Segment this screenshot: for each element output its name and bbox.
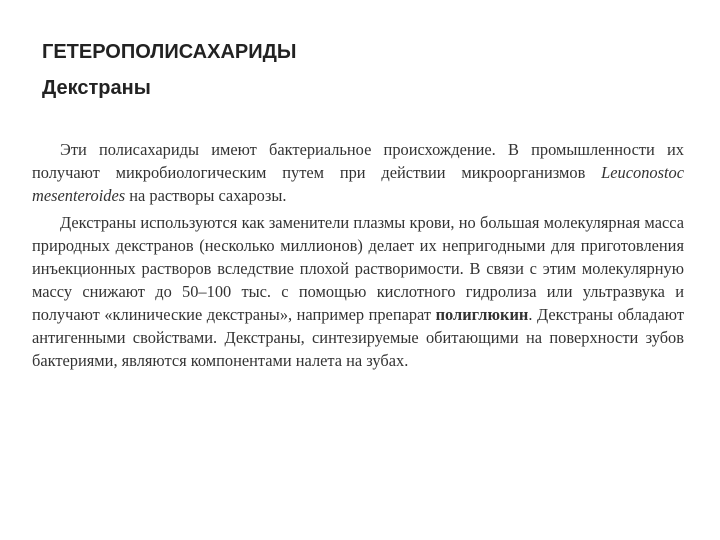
slide-title-block [42, 34, 296, 106]
paragraph-origin-text-end: на растворы сахарозы. [125, 186, 287, 205]
drug-name: полиглюкин [435, 305, 529, 324]
paragraph-usage [32, 211, 684, 372]
bacteria-species-name: Leuconostoc mesenteroides [32, 163, 684, 205]
slide-subtitle: Декстраны [42, 77, 151, 99]
scanned-text-block [32, 138, 684, 372]
paragraph-origin [32, 138, 684, 207]
paragraph-usage-text-start: Декстраны используются как заменители плазмы крови, но большая молекулярная масса природных декстранов (несколько миллионов) делает их непригодными для приготовления инъекционных растворов вследствие плохой растворимости. В связи с этим молекулярную массу снижают до 50–100 тыс. с помощью кислотного гидролиза или ультразвука и получают «клинические декстраны», например препарат [32, 213, 684, 324]
paragraph-origin-text-start: Эти полисахариды имеют бактериальное происхождение. В промышленности их получают микробиологическим путем при действии микроорганизмов [32, 140, 684, 182]
slide-title: ГЕТЕРОПОЛИСАХАРИДЫ [42, 41, 297, 63]
paragraph-usage-text-end: . Декстраны обладают антигенными свойствами. Декстраны, синтезируемые обитающими на поверхности зубов бактериями, являются компонентами налета на зубах. [32, 305, 684, 370]
